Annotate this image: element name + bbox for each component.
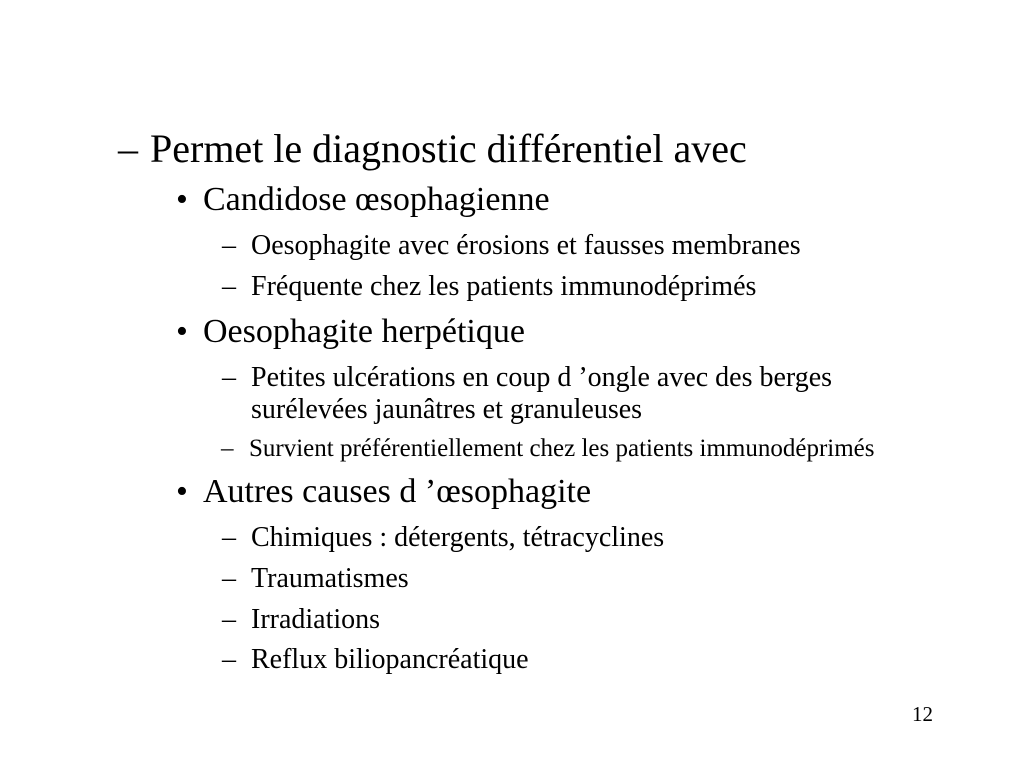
bullet-marker: • [176,473,188,510]
dash-marker: – [222,604,236,635]
outline-item-text: Petites ulcérations en coup d ’ongle avec des berges [251,362,833,393]
outline-item-text: Traumatismes [251,563,409,594]
outline-item-text: Survient préférentiellement chez les patients immunodéprimés [249,435,875,462]
dash-marker: – [222,522,236,553]
bullet-marker: • [176,313,188,350]
outline-l2-item-autres-causes [176,472,591,513]
outline-l2-item-herpetique [176,312,525,353]
outline-item-text: Candidose œsophagienne [203,181,550,218]
outline-title-text: Permet le diagnostic différentiel avec [150,126,747,171]
outline-l3-item-oesophagite-erosions [222,229,801,263]
dash-marker: – [222,644,236,675]
outline-item-text: Autres causes d ’œsophagite [203,473,592,510]
outline-item-text: Fréquente chez les patients immunodéprimés [251,271,757,302]
outline-item-text: surélevées jaunâtres et granuleuses [251,394,643,425]
outline-item-text: Reflux biliopancréatique [251,644,529,675]
outline-item-text: Oesophagite herpétique [203,313,525,350]
dash-marker: – [222,563,236,594]
outline-item-text: Irradiations [251,604,381,635]
dash-marker: – [222,271,236,302]
page-number: 12 [912,702,933,726]
outline-l3-item-petites-ulcerations [222,361,832,395]
outline-l3-item-irradiations [222,603,380,637]
bullet-marker: • [176,181,188,218]
dash-marker: – [222,362,236,393]
outline-l3-item-traumatismes [222,562,409,596]
dash-marker: – [221,435,234,462]
dash-marker: – [222,230,236,261]
dash-marker: – [118,126,138,171]
outline-l3-item-survient [221,434,875,464]
outline-l3-item-reflux [222,643,529,677]
outline-l3-item-frequente [222,270,756,304]
outline-l3-item-chimiques [222,521,664,555]
outline-l2-item-candidose [176,180,550,221]
outline-item-text: Chimiques : détergents, tétracyclines [251,522,665,553]
outline-item-text: Oesophagite avec érosions et fausses membranes [251,230,801,261]
outline-title [118,125,747,173]
outline-l3-item-petites-ulcerations-wrap [251,393,642,427]
